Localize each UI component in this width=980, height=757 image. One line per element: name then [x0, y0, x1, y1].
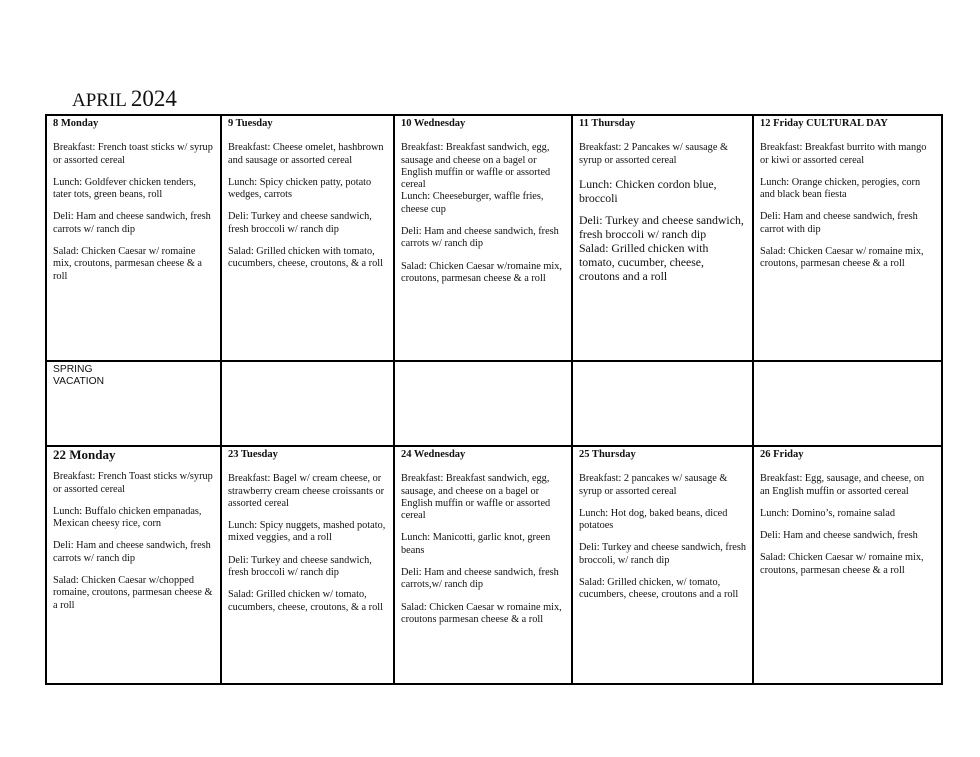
day-header: 25 Thursday — [579, 449, 636, 460]
day-cell-9-tuesday — [221, 115, 394, 361]
deli-item: Deli: Ham and cheese sandwich, fresh carrots w/ ranch dip — [53, 211, 211, 235]
breakfast-item: Breakfast: Cheese omelet, hashbrown and sausage or assorted cereal — [228, 142, 384, 166]
empty-day-cell — [394, 361, 572, 446]
salad-item: Salad: Chicken Caesar w romaine mix, croutons parmesan cheese & a roll — [401, 601, 562, 625]
deli-item: Deli: Turkey and cheese sandwich, fresh broccoli w/ ranch dip — [228, 211, 372, 235]
lunch-item: Lunch: Buffalo chicken empanadas, Mexican cheesy rice, corn — [53, 505, 202, 530]
calendar-week-row — [46, 361, 942, 446]
vacation-label-line2: VACATION — [53, 376, 105, 388]
lunch-item: Lunch: Domino’s, romaine salad — [760, 507, 895, 519]
calendar-week-row — [46, 115, 942, 361]
breakfast-item: Breakfast: French Toast sticks w/syrup or assorted cereal — [53, 471, 213, 495]
breakfast-item: Breakfast: 2 Pancakes w/ sausage & syrup or assorted cereal — [579, 142, 728, 166]
deli-item: Deli: Turkey and cheese sandwich, fresh broccoli w/ ranch dip — [579, 212, 744, 241]
day-header: 12 Friday CULTURAL DAY — [760, 118, 888, 129]
day-header: 10 Wednesday — [401, 118, 466, 129]
title-month: APRIL — [72, 90, 127, 111]
page-title — [72, 86, 177, 112]
day-header: 24 Wednesday — [401, 449, 466, 460]
day-header: 26 Friday — [760, 449, 804, 460]
breakfast-item: Breakfast: Breakfast sandwich, egg, sausage and cheese on a bagel or English muffin or waffle or assorted cereal — [401, 142, 551, 191]
breakfast-item: Breakfast: Breakfast burrito with mango or kiwi or assorted cereal — [760, 142, 927, 166]
lunch-item: Lunch: Hot dog, baked beans, diced potatoes — [579, 507, 728, 532]
calendar-week-row — [46, 446, 942, 684]
day-cell-24-wednesday — [394, 446, 572, 684]
salad-item: Salad: Grilled chicken with tomato, cucumber, cheese, croutons and a roll — [579, 240, 709, 283]
day-cell-23-tuesday — [221, 446, 394, 684]
lunch-item: Lunch: Spicy chicken patty, potato wedges, carrots — [228, 176, 372, 201]
deli-item: Deli: Ham and cheese sandwich, fresh carrot with dip — [760, 211, 918, 235]
day-cell-12-friday — [753, 115, 942, 361]
breakfast-item: Breakfast: Breakfast sandwich, egg, sausage, and cheese on a bagel or English muffin or waffle or assorted cereal — [401, 473, 551, 522]
day-header: 9 Tuesday — [228, 118, 273, 129]
salad-item: Salad: Grilled chicken w/ tomato, cucumbers, cheese, croutons, & a roll — [228, 589, 383, 613]
salad-item: Salad: Grilled chicken with tomato, cucumbers, cheese, croutons, & a roll — [228, 246, 383, 270]
breakfast-item: Breakfast: 2 pancakes w/ sausage & syrup or assorted cereal — [579, 473, 728, 497]
lunch-item: Lunch: Orange chicken, perogies, corn and black bean fiesta — [760, 176, 921, 201]
day-header: 23 Tuesday — [228, 449, 278, 460]
day-header: 11 Thursday — [579, 118, 636, 129]
vacation-label-line1: SPRING — [53, 364, 93, 375]
salad-item: Salad: Chicken Caesar w/ romaine mix, croutons, parmesan cheese & a roll — [760, 552, 924, 576]
deli-item: Deli: Turkey and cheese sandwich, fresh broccoli, w/ ranch dip — [579, 542, 746, 566]
empty-day-cell — [572, 361, 753, 446]
breakfast-item: Breakfast: Bagel w/ cream cheese, or strawberry cream cheese croissants or assorted cereal — [228, 473, 385, 509]
salad-item: Salad: Chicken Caesar w/chopped romaine, croutons, parmesan cheese & a roll — [53, 575, 213, 611]
breakfast-item: Breakfast: Egg, sausage, and cheese, on an English muffin or assorted cereal — [760, 473, 925, 497]
day-header: 8 Monday — [53, 118, 99, 129]
spring-vacation-cell — [46, 361, 221, 446]
day-cell-11-thursday — [572, 115, 753, 361]
salad-item: Salad: Chicken Caesar w/ romaine mix, croutons, parmesan cheese & a roll — [53, 246, 202, 282]
deli-item: Deli: Ham and cheese sandwich, fresh carrots,w/ ranch dip — [401, 567, 559, 591]
lunch-item: Lunch: Chicken cordon blue, broccoli — [579, 176, 717, 205]
day-cell-10-wednesday — [394, 115, 572, 361]
lunch-item: Lunch: Goldfever chicken tenders, tater tots, green beans, roll — [53, 176, 196, 201]
empty-day-cell — [753, 361, 942, 446]
deli-item: Deli: Ham and cheese sandwich, fresh carrots w/ ranch dip — [401, 226, 559, 250]
deli-item: Deli: Ham and cheese sandwich, fresh carrots w/ ranch dip — [53, 540, 211, 564]
lunch-item: Lunch: Manicotti, garlic knot, green beans — [401, 532, 551, 556]
salad-item: Salad: Chicken Caesar w/ romaine mix, croutons, parmesan cheese & a roll — [760, 246, 924, 270]
deli-item: Deli: Ham and cheese sandwich, fresh — [760, 530, 918, 542]
breakfast-item: Breakfast: French toast sticks w/ syrup or assorted cereal — [53, 142, 213, 166]
lunch-item: Lunch: Cheeseburger, waffle fries, cheese cup — [401, 191, 544, 215]
day-cell-8-monday — [46, 115, 221, 361]
deli-item: Deli: Turkey and cheese sandwich, fresh broccoli w/ ranch dip — [228, 554, 372, 579]
day-cell-26-friday — [753, 446, 942, 684]
day-header: 22 Monday — [53, 447, 116, 462]
day-cell-22-monday — [46, 446, 221, 684]
salad-item: Salad: Chicken Caesar w/romaine mix, croutons, parmesan cheese & a roll — [401, 260, 562, 284]
lunch-item: Lunch: Spicy nuggets, mashed potato, mixed veggies, and a roll — [228, 520, 386, 544]
menu-calendar-table — [45, 114, 943, 685]
title-year: 2024 — [130, 86, 177, 111]
empty-day-cell — [221, 361, 394, 446]
salad-item: Salad: Grilled chicken, w/ tomato, cucumbers, cheese, croutons and a roll — [579, 577, 739, 601]
day-cell-25-thursday — [572, 446, 753, 684]
